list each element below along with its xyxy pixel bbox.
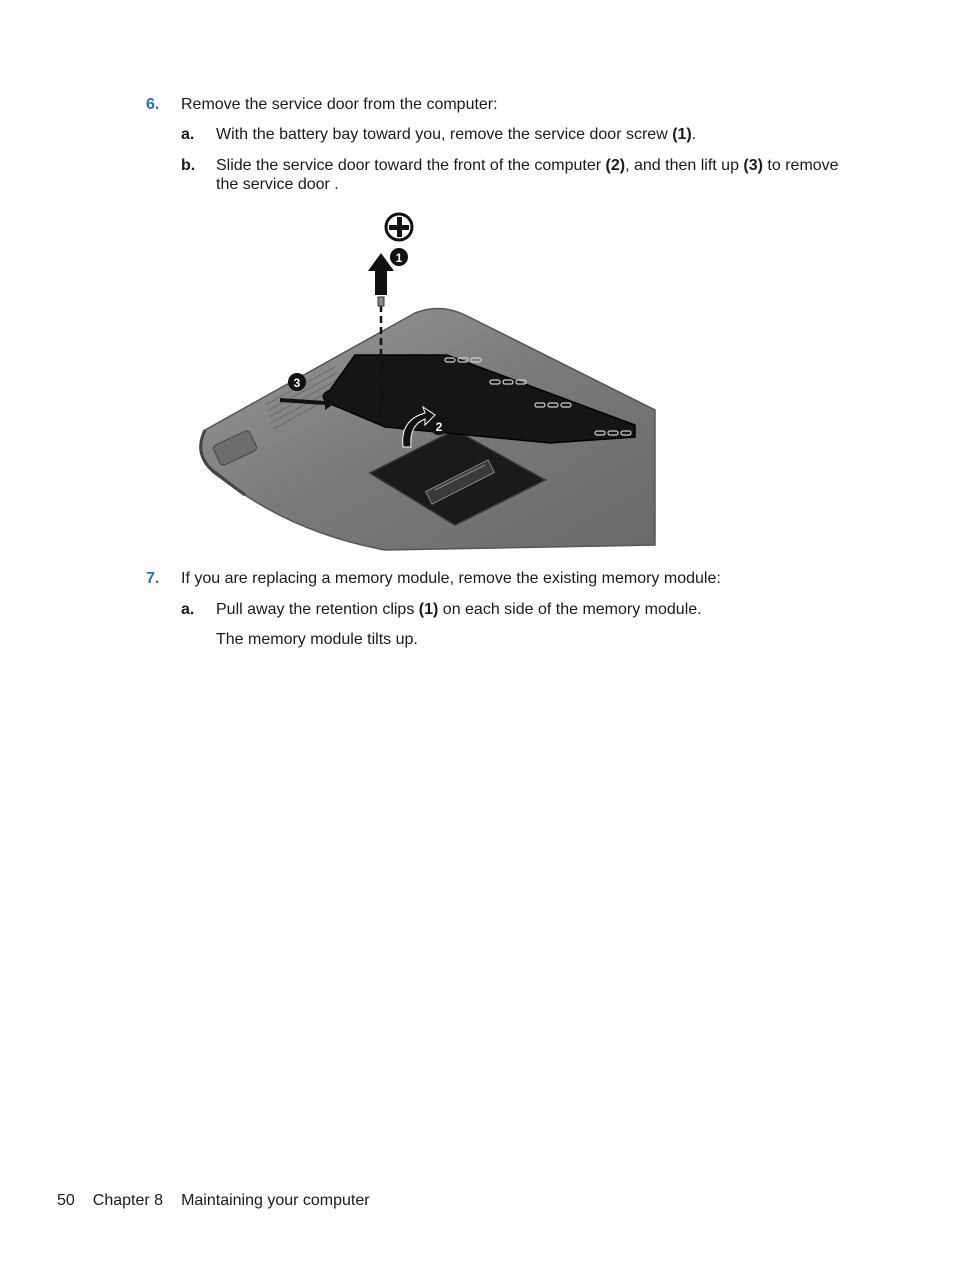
substep-letter: b. [181, 157, 196, 174]
substep-text [216, 156, 856, 194]
substep-letter: a. [181, 126, 195, 143]
substep-text-part: . [691, 126, 697, 143]
callout-ref: (2) [605, 157, 626, 174]
callout-ref: (1) [418, 601, 439, 618]
substep-text-part: With the battery bay toward you, remove the service door screw [216, 126, 673, 143]
substep-text-part: Pull away the retention clips [216, 601, 419, 618]
callout-3-label: 3 [293, 376, 301, 390]
substep-text [216, 125, 856, 144]
step-text: If you are replacing a memory module, remove the existing memory module: [181, 570, 721, 587]
substep-text-part: on each side of the memory module. [438, 601, 702, 618]
callout-1-icon [390, 248, 408, 266]
substep-text-part: Slide the service door toward the front of the computer [216, 157, 606, 174]
lift-screw-arrow [368, 253, 394, 295]
callout-1-label: 1 [395, 251, 403, 265]
phillips-screwdriver-icon [386, 214, 412, 240]
substep-letter: a. [181, 601, 195, 618]
step-number: 7. [146, 570, 160, 587]
chapter-label: Chapter 8 [92, 1192, 164, 1209]
substep-text-part: to remove the service door . [216, 157, 839, 193]
service-door-illustration [185, 205, 665, 555]
callout-2-icon [430, 417, 448, 435]
page-footer [57, 1192, 388, 1210]
step-text: Remove the service door from the computer: [181, 96, 498, 113]
substep-note: The memory module tilts up. [216, 631, 418, 648]
callout-ref: (3) [743, 157, 763, 174]
callout-ref: (1) [672, 126, 692, 143]
section-title: Maintaining your computer [181, 1192, 370, 1209]
callout-3-icon [288, 373, 306, 391]
step-number: 6. [146, 96, 160, 113]
substep-text-part: , and then lift up [625, 157, 744, 174]
page-number: 50 [57, 1192, 75, 1209]
screw-icon [378, 297, 384, 306]
substep-text [216, 600, 856, 619]
callout-2-label: 2 [435, 420, 443, 434]
